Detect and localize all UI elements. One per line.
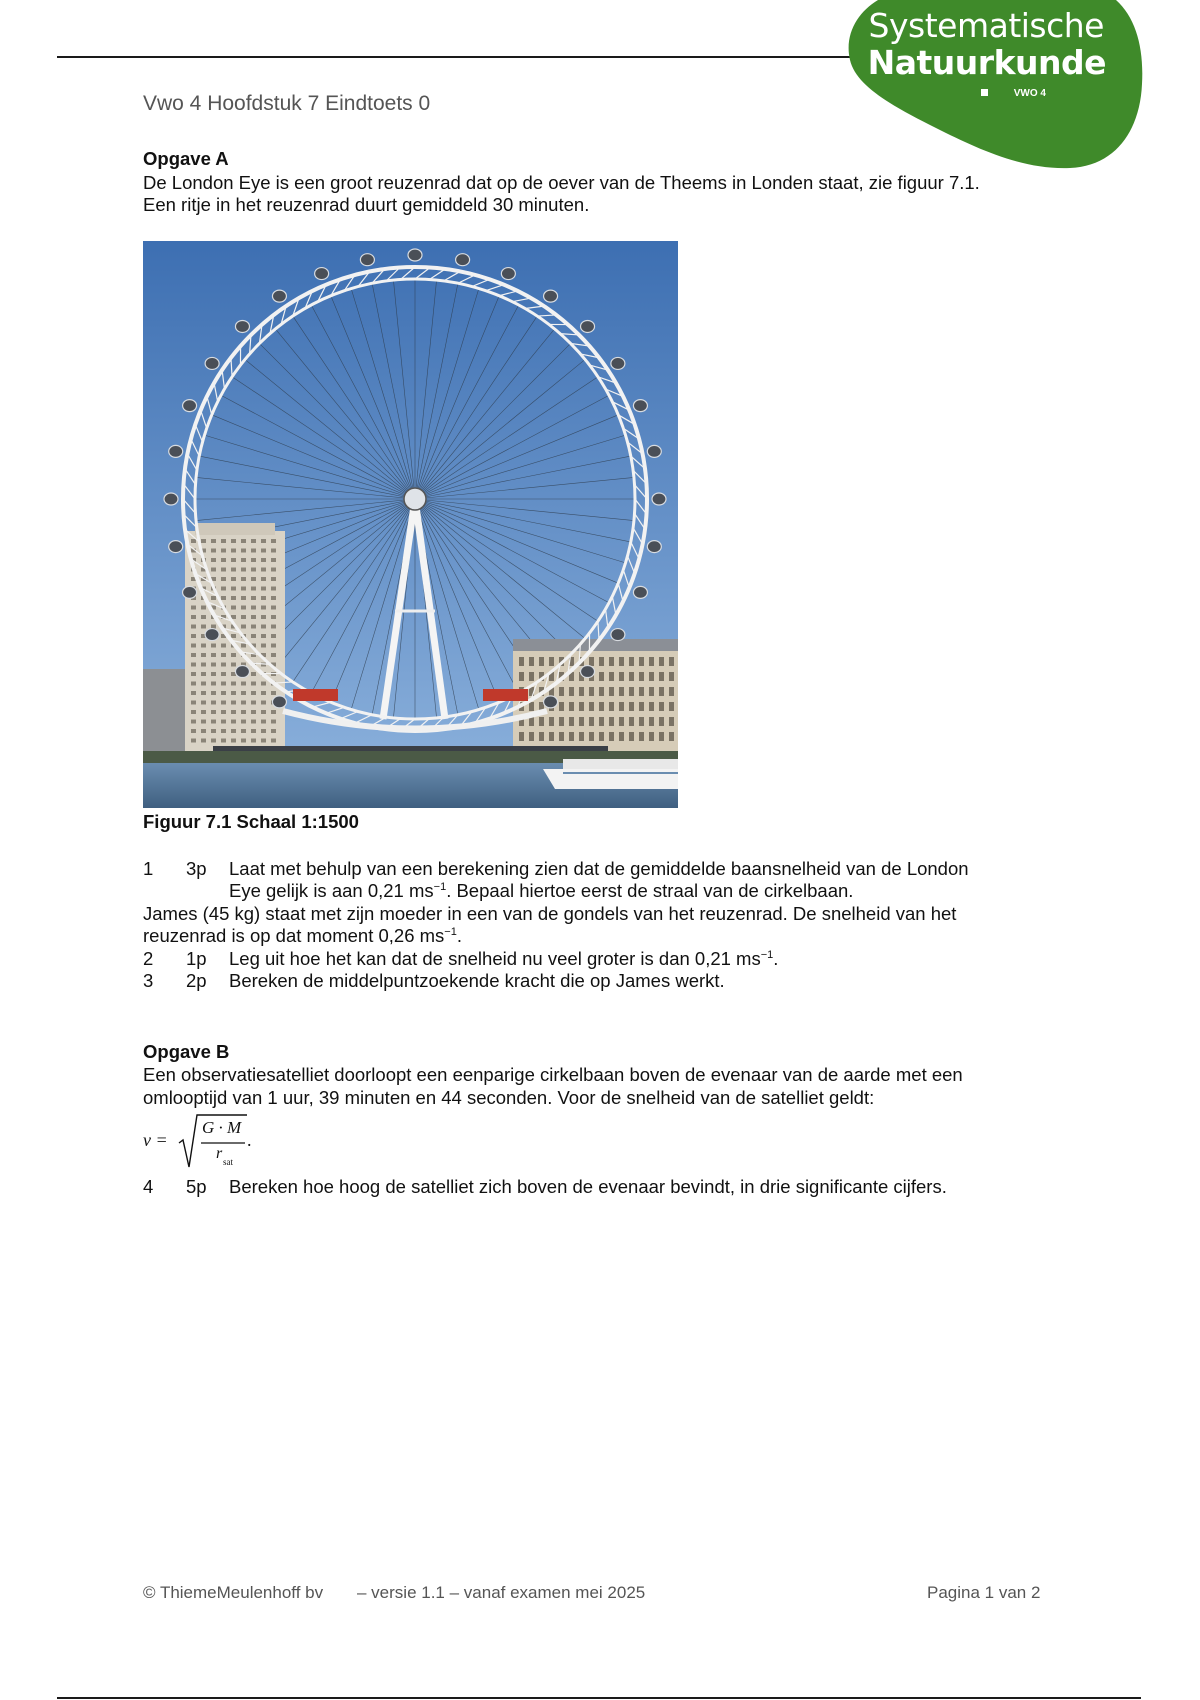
question-points: 2p — [186, 970, 207, 991]
opgave-b-intro-line-1: Een observatiesatelliet doorloopt een eenparige cirkelbaan boven de evenaar van de aarde met een — [143, 1064, 963, 1085]
logo-square-icon — [981, 89, 988, 96]
context-line-1: James (45 kg) staat met zijn moeder in een van de gondels van het reuzenrad. De snelheid van het — [143, 903, 957, 924]
question-text: Eye gelijk is aan 0,21 ms — [229, 880, 434, 901]
opgave-b-intro-line-2: omlooptijd van 1 uur, 39 minuten en 44 seconden. Voor de snelheid van de satelliet geldt: — [143, 1087, 875, 1108]
figure-caption: Figuur 7.1 Schaal 1:1500 — [143, 811, 359, 832]
london-eye-illustration — [143, 241, 678, 808]
bottom-rule — [57, 1697, 1141, 1699]
unit-exponent: −1 — [444, 926, 457, 938]
footer-version: – versie 1.1 – vanaf examen mei 2025 — [357, 1583, 646, 1602]
unit-exponent: −1 — [433, 881, 447, 893]
opgave-a-title: Opgave A — [143, 148, 229, 169]
context-text: . — [456, 925, 462, 946]
question-number: 3 — [143, 970, 154, 991]
logo-line-2: Natuurkunde — [867, 43, 1106, 82]
velocity-formula — [143, 1113, 283, 1173]
question-text: Bereken hoe hoog de satelliet zich boven de evenaar bevindt, in drie significante cijfers. — [229, 1176, 947, 1197]
footer-page-number: Pagina 1 van 2 — [927, 1583, 1041, 1602]
logo-line-1: Systematische — [868, 6, 1104, 45]
question-points: 5p — [186, 1176, 207, 1197]
formula-numerator: G · M — [202, 1118, 242, 1137]
opgave-a-intro-line-2: Een ritje in het reuzenrad duurt gemiddeld 30 minuten. — [143, 194, 590, 215]
logo-systematische-natuurkunde — [844, 0, 1144, 172]
opgave-b-title: Opgave B — [143, 1041, 230, 1062]
logo-line-3: VWO 4 — [1013, 88, 1046, 99]
question-points: 3p — [186, 858, 207, 879]
footer-copyright: © ThiemeMeulenhoff bv — [143, 1583, 324, 1602]
formula-denominator: r — [216, 1145, 223, 1162]
formula-lhs: v = — [143, 1130, 168, 1150]
page-header: Vwo 4 Hoofdstuk 7 Eindtoets 0 — [143, 92, 431, 115]
formula-period: . — [247, 1130, 252, 1150]
formula-subscript: sat — [223, 1157, 233, 1167]
unit-exponent: −1 — [760, 949, 774, 961]
question-number: 2 — [143, 948, 154, 969]
question-text: Bereken de middelpuntzoekende kracht die op James werkt. — [229, 970, 725, 991]
opgave-a-intro-line-1: De London Eye is een groot reuzenrad dat op de oever van de Theems in Londen staat, zie figuur 7.1. — [143, 172, 980, 193]
question-text: Leg uit hoe het kan dat de snelheid nu veel groter is dan 0,21 ms — [229, 948, 761, 969]
question-number: 1 — [143, 858, 154, 879]
context-text: reuzenrad is op dat moment 0,26 ms — [143, 925, 445, 946]
question-number: 4 — [143, 1176, 154, 1197]
question-text: . Bepaal hiertoe eerst de straal van de cirkelbaan. — [446, 880, 854, 901]
london-eye-photo — [143, 241, 678, 808]
context-line-2 — [143, 925, 462, 947]
question-text: Laat met behulp van een berekening zien dat de gemiddelde baansnelheid van de London — [229, 858, 969, 879]
question-points: 1p — [186, 948, 207, 969]
question-text: . — [773, 948, 779, 969]
